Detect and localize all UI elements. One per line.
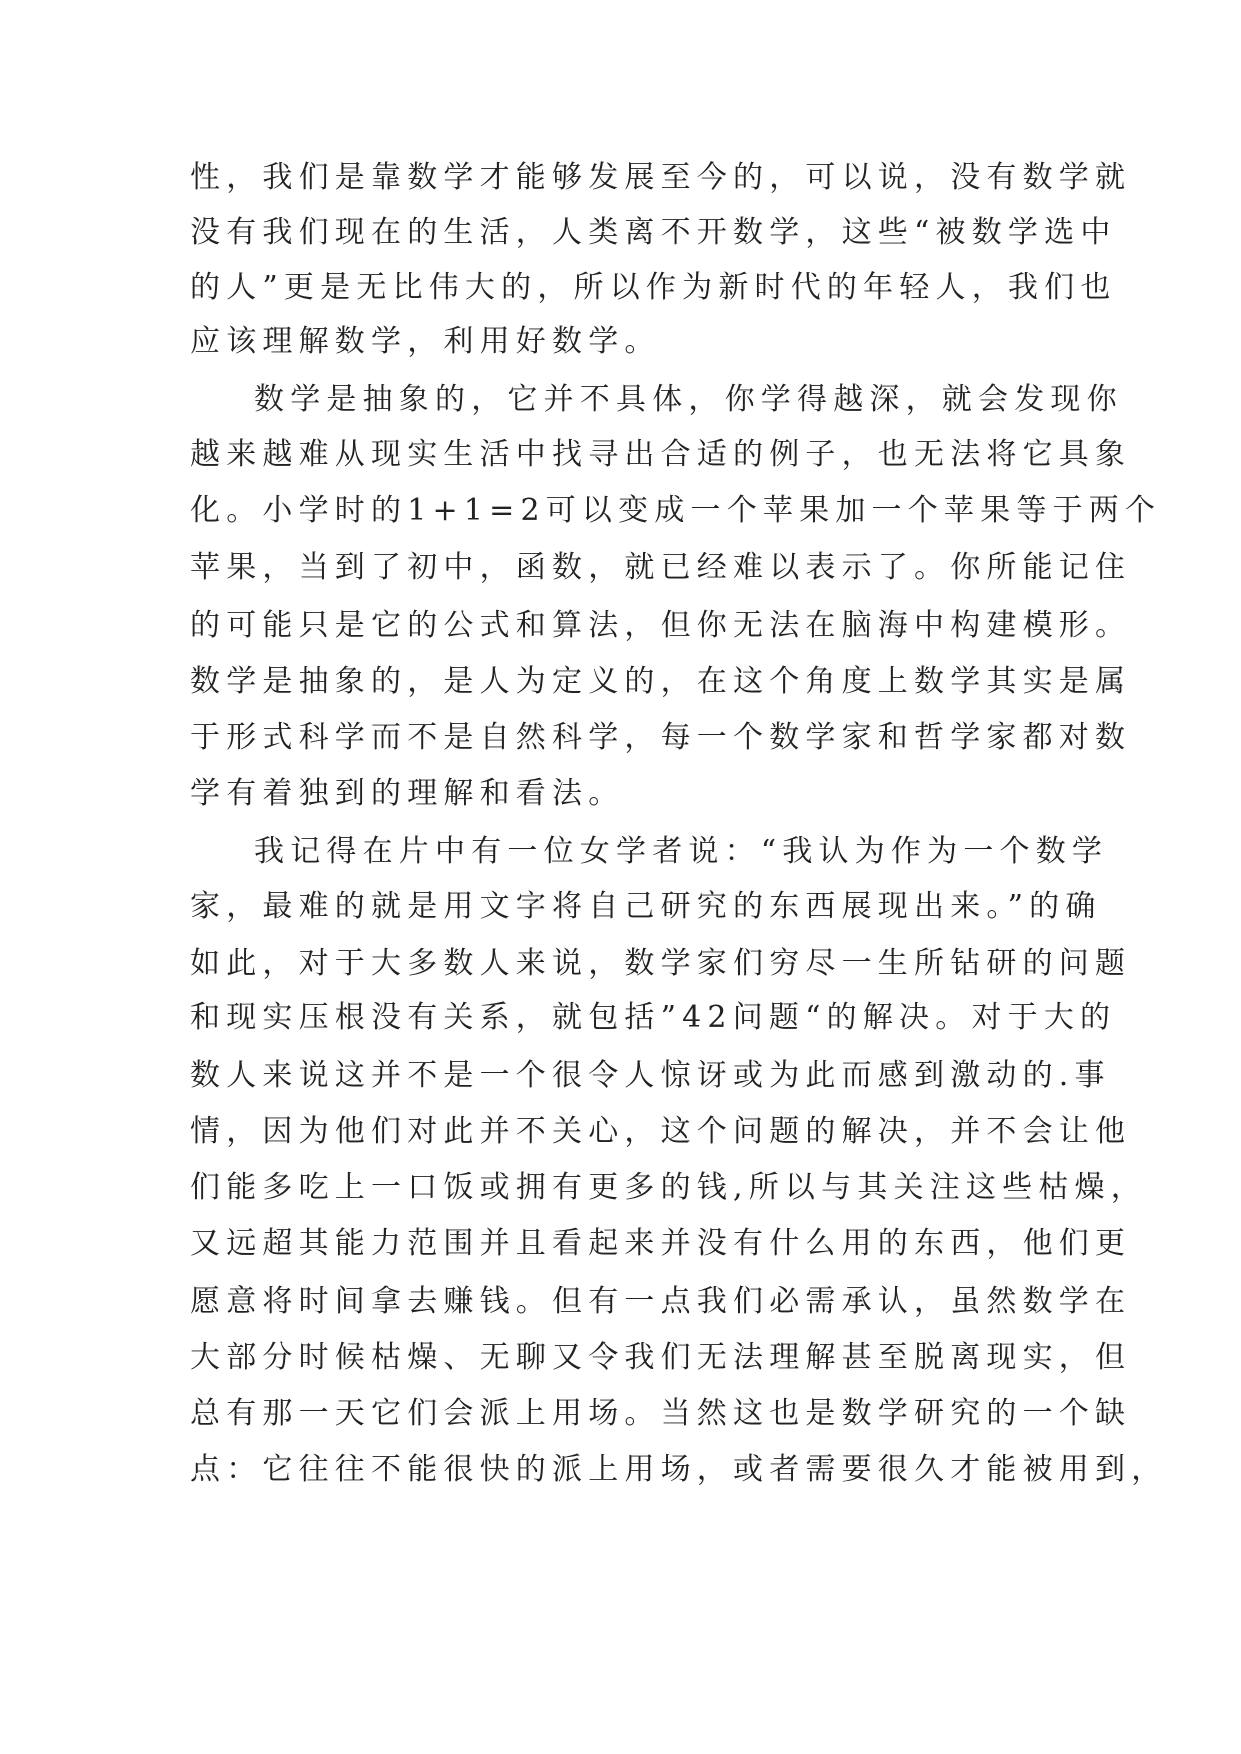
text-line: 性，我们是靠数学才能够发展至今的，可以说，没有数学就 [190, 160, 1132, 195]
text-line: 和现实压根没有关系，就包括”42问题“的解决。对于大的 [190, 1000, 1117, 1035]
paragraph-first-line: 我记得在片中有一位女学者说：“我认为作为一个数学 [254, 834, 1109, 869]
text-line: 们能多吃上一口饭或拥有更多的钱,所以与其关注这些枯燥， [190, 1170, 1147, 1205]
text-line: 情，因为他们对此并不关心，这个问题的解决，并不会让他 [190, 1114, 1132, 1149]
text-line: 应该理解数学，利用好数学。 [190, 324, 661, 359]
text-line: 越来越难从现实生活中找寻出合适的例子，也无法将它具象 [190, 437, 1132, 472]
text-line: 学有着独到的理解和看法。 [190, 776, 625, 811]
text-line: 化。小学时的1+1=2可以变成一个苹果加一个苹果等于两个 [190, 493, 1162, 528]
text-line: 于形式科学而不是自然科学，每一个数学家和哲学家都对数 [190, 720, 1132, 755]
text-line: 愿意将时间拿去赚钱。但有一点我们必需承认，虽然数学在 [190, 1284, 1132, 1319]
paragraph-first-line: 数学是抽象的，它并不具体，你学得越深，就会发现你 [254, 382, 1123, 417]
text-line: 数学是抽象的，是人为定义的，在这个角度上数学其实是属 [190, 664, 1132, 699]
text-line: 家，最难的就是用文字将自己研究的东西展现出来。”的确 [190, 889, 1102, 924]
text-line: 又远超其能力范围并且看起来并没有什么用的东西，他们更 [190, 1226, 1132, 1261]
text-line: 的人”更是无比伟大的，所以作为新时代的年轻人，我们也 [190, 270, 1117, 305]
text-line: 没有我们现在的生活，人类离不开数学，这些“被数学选中 [190, 215, 1117, 250]
text-line: 苹果，当到了初中，函数，就已经难以表示了。你所能记住 [190, 550, 1132, 585]
text-line: 点：它往往不能很快的派上用场，或者需要很久才能被用到， [190, 1452, 1168, 1487]
text-line: 数人来说这并不是一个很令人惊讶或为此而感到激动的.事 [190, 1058, 1111, 1093]
text-line: 如此，对于大多数人来说，数学家们穷尽一生所钻研的问题 [190, 946, 1132, 981]
text-line: 的可能只是它的公式和算法，但你无法在脑海中构建模形。 [190, 608, 1132, 643]
text-line: 总有那一天它们会派上用场。当然这也是数学研究的一个缺 [190, 1396, 1132, 1431]
text-line: 大部分时候枯燥、无聊又令我们无法理解甚至脱离现实，但 [190, 1340, 1132, 1375]
